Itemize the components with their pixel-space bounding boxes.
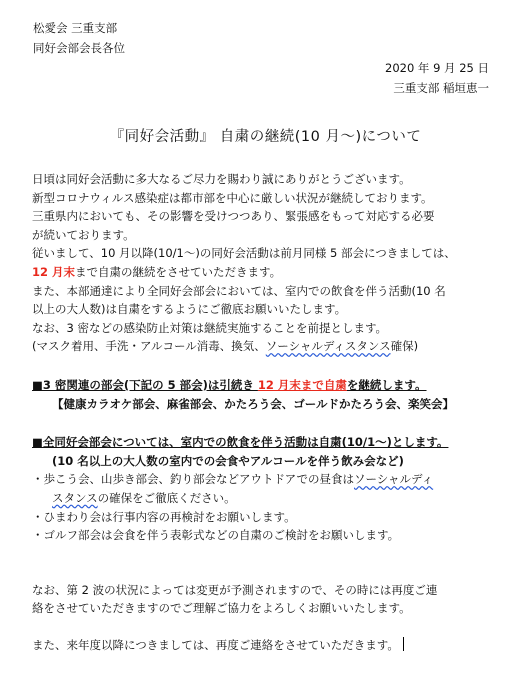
spellcheck-underlined-text: ソーシャルディスタンス [265,339,391,354]
body-line: 以上の大人数)は自粛をするようにご徹底お願いいたします。 [32,302,347,317]
bullet-item-continued: スタンスの確保をご徹底ください。 [52,490,236,505]
spellcheck-underlined-text: ソーシャルディ [354,472,434,487]
section-heading-2: ■全同好会部会については、室内での飲食を伴う活動は自粛(10/1～)とします。 [32,435,449,450]
header-right [385,58,489,98]
text-cursor [403,637,404,651]
body-line: また、本部通達により全同好会部会においては、室内での飲食を伴う活動(10 名 [32,283,446,298]
deadline-highlight: 12 月末まで自粛 [257,377,347,392]
body-line: が続いております。 [32,227,135,242]
body-line: 従いまして、10 月以降(10/1～)の同好会活動は前月同様 5 部会につきましては、 [32,246,456,261]
spellcheck-underlined-text: スタンス [52,490,98,505]
affected-clubs-list: 【健康カラオケ部会、麻雀部会、かたろう会、ゴールドかたろう会、楽笑会】 [52,396,455,411]
document-title: 『同好会活動』 自粛の継続(10 月～)について [109,129,422,145]
body-line: なお、3 密などの感染防止対策は継続実施することを前提とします。 [32,320,388,335]
recipients: 同好会部会長各位 [33,41,125,55]
body-line: 三重県内においても、その影響を受けつつあり、緊張感をもって対応する必要 [32,209,435,224]
organization-name: 松愛会 三重支部 [33,21,118,35]
body-line: 新型コロナウィルス感染症は都市部を中心に厳しい状況が継続しております。 [32,190,433,205]
body-line: (マスク着用、手洗・アルコール消毒、換気、ソーシャルディスタンス確保) [32,339,419,354]
document-date: 2020 年 9 月 25 日 [385,61,489,75]
bullet-item: ・ゴルフ部会は会食を伴う表彰式などの自粛のご検討をお願いします。 [32,528,400,543]
closing-line: 絡をさせていただきますのでご理解ご協力をよろしくお願いいたします。 [32,601,411,616]
closing-line: また、来年度以降につきましては、再度ご連絡をさせていただきます。 [32,636,502,655]
body-line: 12 月末まで自粛の継続をさせていただきます。 [32,264,282,279]
bullet-item: ・歩こう会、山歩き部会、釣り部会などアウトドアでの昼食はソーシャルディ [32,472,434,487]
sender: 三重支部 稲垣恵一 [393,81,489,95]
bullet-item: ・ひまわり会は行事内容の再検討をお願いします。 [32,509,296,524]
header-left [33,18,125,58]
deadline-highlight: 12 月末 [32,264,76,279]
document-body [32,170,502,654]
section-heading-1: ■3 密関連の部会(下記の 5 部会)は引続き 12 月末まで自粛を継続します。 [32,377,427,392]
closing-line: なお、第 2 波の状況によっては変更が予測されますので、その時には再度ご連 [32,582,438,597]
body-line: 日頃は同好会活動に多大なるご尽力を賜わり誠にありがとうございます。 [32,172,411,186]
section-subheading: (10 名以上の大人数の室内での会食やアルコールを伴う飲み会など) [52,453,404,468]
